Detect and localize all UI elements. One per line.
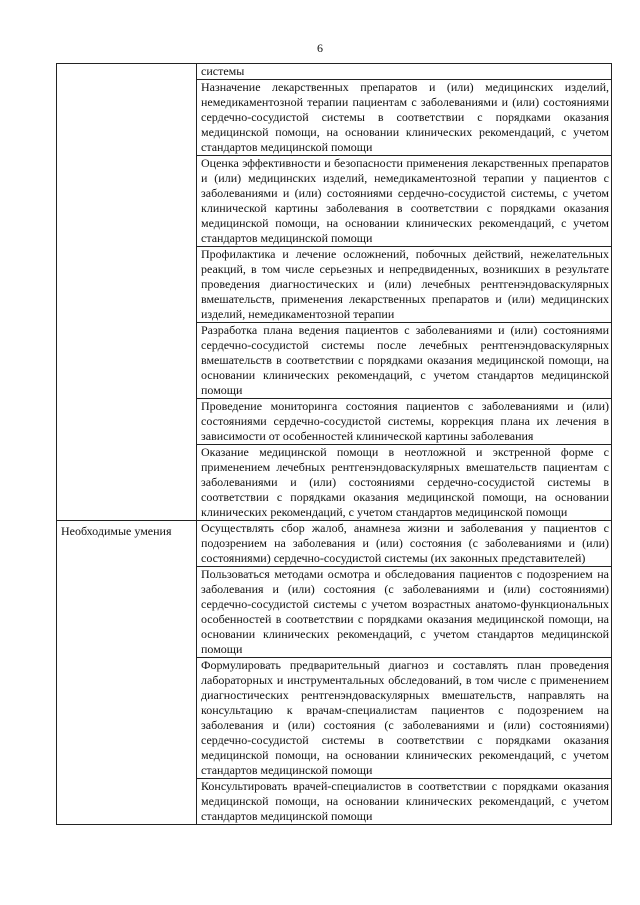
duty-cell: системы xyxy=(197,64,612,80)
page-number: 6 xyxy=(317,41,323,55)
duty-cell: Назначение лекарственных препаратов и (или) медицинских изделий, немедикаментозной терапии пациентам с заболеваниями и (или) состояниями сердечно-сосудистой системы в соответствии с порядками оказания медицинской помощи, на основании клинических рекомендаций, с учетом стандартов медицинской помощи xyxy=(197,80,612,156)
duty-cell: Разработка плана ведения пациентов с заболеваниями и (или) состояниями сердечно-сосудистой системы после лечебных рентгенэндоваскулярных вмешательств в соответствии с порядками оказания медицинской помощи, на основании клинических рекомендаций, с учетом стандартов медицинской помощи xyxy=(197,323,612,399)
skills-label-cell xyxy=(57,521,197,825)
duty-cell: Оказание медицинской помощи в неотложной и экстренной форме с применением лечебных рентгенэндоваскулярных вмешательств пациентам с заболеваниями и (или) состояниями сердечно-сосудистой системы в соответствии с порядками оказания медицинской помощи, на основании клинических рекомендаций, с учетом стандартов медицинской помощи xyxy=(197,445,612,521)
skill-cell: Консультировать врачей-специалистов в соответствии с порядками оказания медицинской помощи, на основании клинических рекомендаций, с учетом стандартов медицинской помощи xyxy=(197,779,612,825)
skill-cell: Пользоваться методами осмотра и обследования пациентов с подозрением на заболевания и (или) состояния (с заболеваниями и (или) состояниями) сердечно-сосудистой системы с учетом возрастных анатомо-функциональных особенностей в соответствии с порядками оказания медицинской помощи, на основании клинических рекомендаций, с учетом стандартов медицинской помощи xyxy=(197,567,612,658)
table-row xyxy=(57,521,612,567)
requirements-table xyxy=(56,63,612,825)
duty-cell: Профилактика и лечение осложнений, побочных действий, нежелательных реакций, в том числе серьезных и непредвиденных, возникших в результате проведения диагностических и (или) лечебных рентгенэндоваскулярных вмешательств, применения лекарственных препаратов и (или) медицинских изделий, немедикаментозной терапии xyxy=(197,247,612,323)
duty-cell: Оценка эффективности и безопасности применения лекарственных препаратов и (или) медицинских изделий, немедикаментозной терапии у пациентов с заболеваниями и (или) состояниями сердечно-сосудистой системы, с учетом клинической картины заболевания в соответствии с порядками оказания медицинской помощи, на основании клинических рекомендаций, с учетом стандартов медицинской помощи xyxy=(197,156,612,247)
duty-cell: Проведение мониторинга состояния пациентов с заболеваниями и (или) состояниями сердечно-сосудистой системы, коррекция плана их лечения в зависимости от особенностей клинической картины заболевания xyxy=(197,399,612,445)
table-row xyxy=(57,64,612,80)
skill-cell: Осуществлять сбор жалоб, анамнеза жизни и заболевания у пациентов с подозрением на заболевания и (или) состояния (с заболеваниями и (или) состояниями) сердечно-сосудистой системы (их законных представителей) xyxy=(197,521,612,567)
skill-cell: Формулировать предварительный диагноз и составлять план проведения лабораторных и инструментальных обследований, в том числе с применением диагностических рентгенэндоваскулярных вмешательств, направлять на консультацию к врачам-специалистам пациентов с подозрением на заболевания и (или) состояния (с заболеваниями и (или) состояниями) сердечно-сосудистой системы в соответствии с порядками оказания медицинской помощи, на основании клинических рекомендаций, с учетом стандартов медицинской помощи xyxy=(197,658,612,779)
empty-label-cell xyxy=(57,64,197,521)
skills-label: Необходимые умения xyxy=(61,524,172,538)
